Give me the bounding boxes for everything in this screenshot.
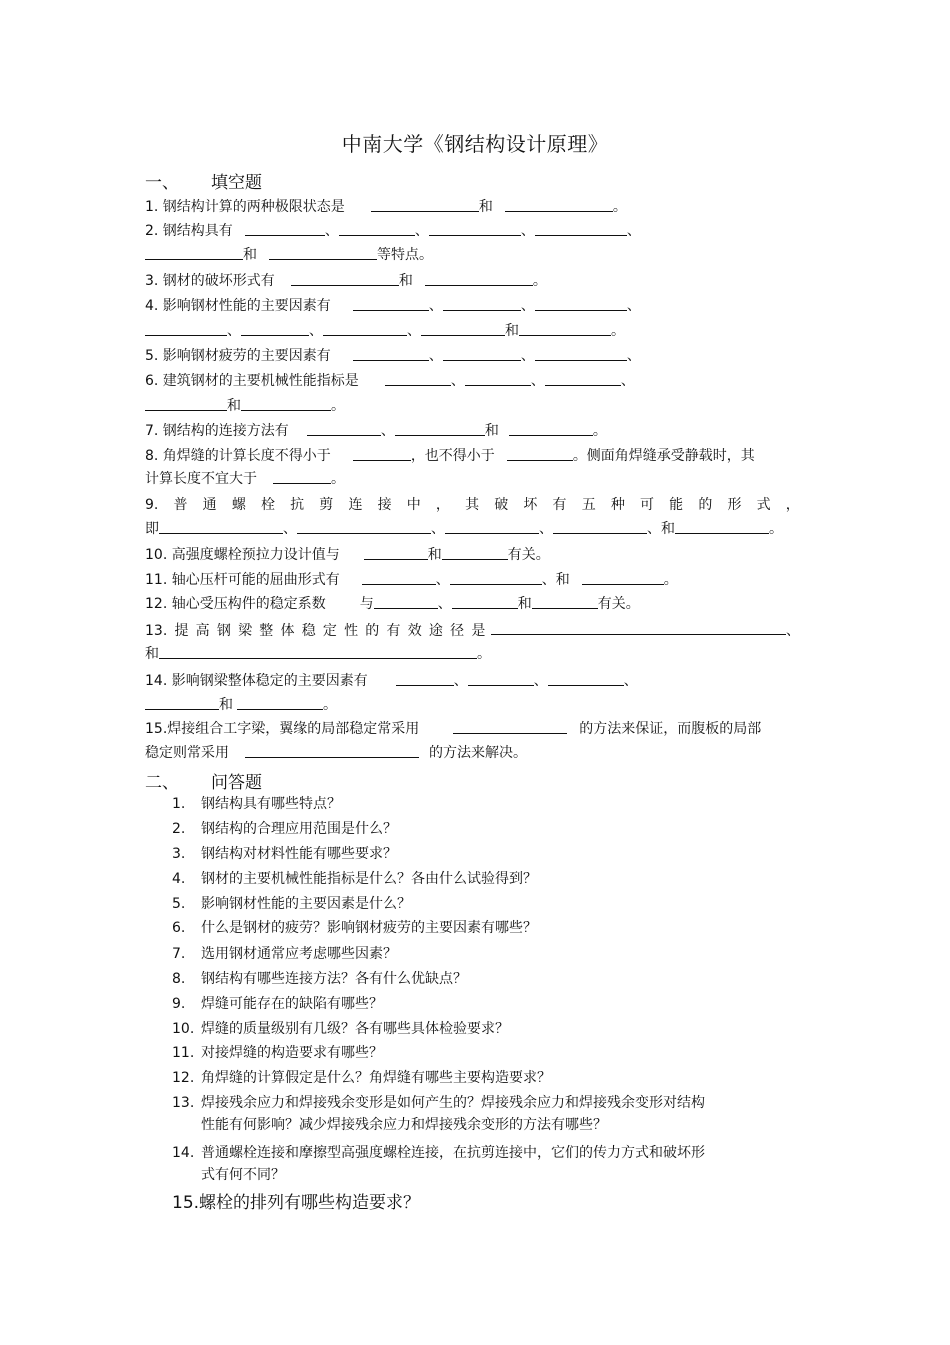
answer-blank[interactable] bbox=[269, 258, 377, 260]
answer-blank[interactable] bbox=[364, 558, 428, 560]
answer-blank[interactable] bbox=[353, 359, 429, 361]
answer-blank[interactable] bbox=[443, 359, 521, 361]
answer-blank[interactable] bbox=[582, 583, 664, 585]
fill-question-14: 14. 影响钢梁整体稳定的主要因素有 、 、 、 bbox=[145, 673, 638, 689]
fill-question-10: 10. 高强度螺栓预拉力设计值与 和 有关。 bbox=[145, 547, 550, 563]
answer-blank[interactable] bbox=[159, 657, 477, 659]
answer-blank[interactable] bbox=[245, 756, 419, 758]
section-title: 填空题 bbox=[211, 173, 262, 193]
answer-blank[interactable] bbox=[505, 210, 613, 212]
answer-blank[interactable] bbox=[374, 607, 438, 609]
question-item: 1. 钢结构具有哪些特点？ bbox=[172, 796, 341, 812]
answer-blank[interactable] bbox=[452, 607, 518, 609]
answer-blank[interactable] bbox=[465, 384, 531, 386]
fill-question-9: 9. 普 通 螺 栓 抗 剪 连 接 中 ， 其 破 坏 有 五 种 可 能 的 形 式 ， bbox=[145, 497, 800, 513]
answer-blank[interactable] bbox=[445, 532, 539, 534]
fill-question-15-cont: 稳定则常采用 的方法来解决。 bbox=[145, 745, 527, 761]
fill-question-7: 7. 钢结构的连接方法有 、 和 。 bbox=[145, 423, 607, 439]
answer-blank[interactable] bbox=[442, 558, 508, 560]
answer-blank[interactable] bbox=[453, 732, 567, 734]
answer-blank[interactable] bbox=[362, 583, 436, 585]
answer-blank[interactable] bbox=[291, 284, 399, 286]
answer-blank[interactable] bbox=[535, 309, 627, 311]
question-item: 10. 焊缝的质量级别有几级？各有哪些具体检验要求？ bbox=[172, 1021, 509, 1037]
answer-blank[interactable] bbox=[145, 708, 219, 710]
answer-blank[interactable] bbox=[297, 532, 431, 534]
fill-question-8-cont: 计算长度不宜大于 。 bbox=[145, 471, 345, 487]
question-item: 12. 角焊缝的计算假定是什么？角焊缝有哪些主要构造要求？ bbox=[172, 1070, 551, 1086]
answer-blank[interactable] bbox=[396, 684, 454, 686]
answer-blank[interactable] bbox=[509, 434, 593, 436]
answer-blank[interactable] bbox=[443, 309, 521, 311]
question-item: 2. 钢结构的合理应用范围是什么？ bbox=[172, 821, 397, 837]
section-number: 一、 bbox=[145, 173, 179, 193]
answer-blank[interactable] bbox=[273, 482, 331, 484]
fill-question-11: 11. 轴心压杆可能的屈曲形式有 、 、和 。 bbox=[145, 572, 678, 588]
fill-question-1: 1. 钢结构计算的两种极限状态是 和 。 bbox=[145, 199, 627, 215]
answer-blank[interactable] bbox=[519, 334, 611, 336]
question-item: 8. 钢结构有哪些连接方法？各有什么优缺点？ bbox=[172, 971, 467, 987]
answer-blank[interactable] bbox=[241, 334, 309, 336]
answer-blank[interactable] bbox=[675, 532, 769, 534]
answer-blank[interactable] bbox=[323, 334, 407, 336]
question-item: 5. 影响钢材性能的主要因素是什么？ bbox=[172, 896, 411, 912]
answer-blank[interactable] bbox=[429, 234, 521, 236]
answer-blank[interactable] bbox=[145, 409, 227, 411]
answer-blank[interactable] bbox=[145, 334, 227, 336]
answer-blank[interactable] bbox=[339, 234, 415, 236]
page-title: 中南大学《钢结构设计原理》 bbox=[341, 132, 609, 156]
section-heading-fill-in bbox=[145, 168, 262, 193]
question-item: 14. 普通螺栓连接和摩擦型高强度螺栓连接，在抗剪连接中，它们的传力方式和破坏形 式有何不同？ bbox=[172, 1145, 705, 1183]
answer-blank[interactable] bbox=[468, 684, 534, 686]
question-item: 9. 焊缝可能存在的缺陷有哪些？ bbox=[172, 996, 383, 1012]
fill-question-3: 3. 钢材的破坏形式有 和 。 bbox=[145, 273, 547, 289]
fill-question-13: 13. 提 高 钢 梁 整 体 稳 定 性 的 有 效 途 径 是 、 bbox=[145, 623, 800, 639]
fill-question-6: 6. 建筑钢材的主要机械性能指标是 、 、 、 bbox=[145, 373, 635, 389]
fill-question-4-cont: 、 、 、 和 。 bbox=[145, 321, 800, 341]
answer-blank[interactable] bbox=[395, 434, 485, 436]
question-item: 13. 焊接残余应力和焊接残余变形是如何产生的？焊接残余应力和焊接残余变形对结构 性能有何影响？减少焊接残余应力和焊接残余变形的方法有哪些？ bbox=[172, 1095, 705, 1133]
question-item: 7. 选用钢材通常应考虑哪些因素？ bbox=[172, 946, 397, 962]
answer-blank[interactable] bbox=[145, 258, 243, 260]
answer-blank[interactable] bbox=[385, 384, 451, 386]
section-heading-questions bbox=[145, 768, 262, 793]
section-number: 二、 bbox=[145, 773, 179, 793]
question-item: 11. 对接焊缝的构造要求有哪些？ bbox=[172, 1045, 383, 1061]
question-item: 15.螺栓的排列有哪些构造要求？ bbox=[172, 1193, 421, 1213]
fill-question-15: 15.焊接组合工字梁，翼缘的局部稳定常采用 的方法来保证，而腹板的局部 bbox=[145, 721, 762, 737]
answer-blank[interactable] bbox=[425, 284, 533, 286]
answer-blank[interactable] bbox=[421, 334, 505, 336]
answer-blank[interactable] bbox=[371, 210, 479, 212]
answer-blank[interactable] bbox=[535, 359, 627, 361]
answer-blank[interactable] bbox=[548, 684, 624, 686]
fill-question-9-cont: 即 、 、 、 、和 。 bbox=[145, 521, 783, 537]
answer-blank[interactable] bbox=[553, 532, 647, 534]
answer-blank[interactable] bbox=[237, 708, 323, 710]
answer-blank[interactable] bbox=[353, 459, 411, 461]
fill-question-12: 12. 轴心受压构件的稳定系数 与 、 和 有关。 bbox=[145, 596, 640, 612]
answer-blank[interactable] bbox=[532, 607, 598, 609]
fill-question-8: 8. 角焊缝的计算长度不得小于 ，也不得小于 。侧面角焊缝承受静载时，其 bbox=[145, 448, 755, 464]
answer-blank[interactable] bbox=[450, 583, 542, 585]
answer-blank[interactable] bbox=[545, 384, 621, 386]
answer-blank[interactable] bbox=[159, 532, 283, 534]
fill-question-2: 2. 钢结构具有 、 、 、 、 bbox=[145, 223, 641, 239]
question-item: 4. 钢材的主要机械性能指标是什么？各由什么试验得到？ bbox=[172, 871, 537, 887]
fill-question-2-cont: 和 等特点。 bbox=[145, 245, 800, 265]
question-item: 3. 钢结构对材料性能有哪些要求？ bbox=[172, 846, 397, 862]
answer-blank[interactable] bbox=[353, 309, 429, 311]
answer-blank[interactable] bbox=[491, 633, 786, 635]
answer-blank[interactable] bbox=[245, 234, 325, 236]
answer-blank[interactable] bbox=[307, 434, 381, 436]
fill-question-14-cont: 和 。 bbox=[145, 695, 800, 715]
answer-blank[interactable] bbox=[241, 409, 331, 411]
answer-blank[interactable] bbox=[535, 234, 627, 236]
fill-question-4: 4. 影响钢材性能的主要因素有 、 、 、 bbox=[145, 298, 641, 314]
fill-question-6-cont: 和 。 bbox=[145, 396, 800, 416]
section-title: 问答题 bbox=[211, 773, 262, 793]
answer-blank[interactable] bbox=[507, 459, 573, 461]
question-item: 6. 什么是钢材的疲劳？影响钢材疲劳的主要因素有哪些？ bbox=[172, 920, 537, 936]
fill-question-13-cont: 和 。 bbox=[145, 646, 491, 662]
fill-question-5: 5. 影响钢材疲劳的主要因素有 、 、 、 bbox=[145, 348, 641, 364]
